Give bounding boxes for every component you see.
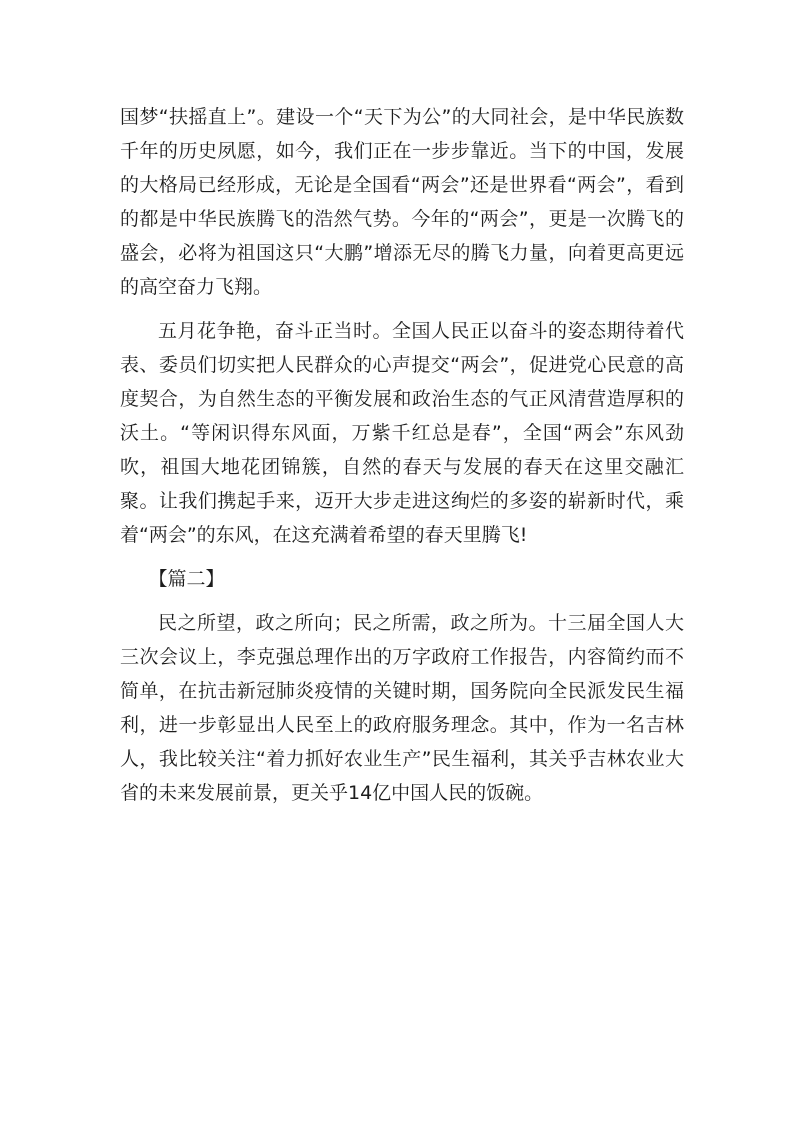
- document-page: [120, 100, 684, 820]
- section-heading: 【篇二】: [148, 568, 225, 590]
- paragraph-people-wishes: 民之所望，政之所向；民之所需，政之所为。十三届全国人大三次会议上，李克强总理作出的万字政府工作报告，内容简约而不简单，在抗击新冠肺炎疫情的关键时期，国务院向全民派发民生福利，进一步彰显出人民至上的政府服务理念。其中，作为一名吉林人，我比较关注“着力抓好农业生产”民生福利，其关乎吉林农业大省的未来发展前景，更关乎14亿中国人民的饭碗。: [120, 612, 684, 804]
- paragraph-continuation: 国梦“扶摇直上”。建设一个“天下为公”的大同社会，是中华民族数千年的历史夙愿，如今，我们正在一步步靠近。当下的中国，发展的大格局已经形成，无论是全国看“两会”还是世界看“两会”，看到的都是中华民族腾飞的浩然气势。今年的“两会”，更是一次腾飞的盛会，必将为祖国这只“大鹏”增添无尽的腾飞力量，向着更高更远的高空奋力飞翔。: [120, 106, 684, 298]
- paragraph-may-flowers: 五月花争艳，奋斗正当时。全国人民正以奋斗的姿态期待着代表、委员们切实把人民群众的心声提交“两会”，促进党心民意的高度契合，为自然生态的平衡发展和政治生态的气正风清营造厚积的沃土。“等闲识得东风面，万紫千红总是春”，全国“两会”东风劲吹，祖国大地花团锦簇，自然的春天与发展的春天在这里交融汇聚。让我们携起手来，迈开大步走进这绚烂的多姿的崭新时代，乘着“两会”的东风，在这充满着希望的春天里腾飞!: [120, 320, 684, 546]
